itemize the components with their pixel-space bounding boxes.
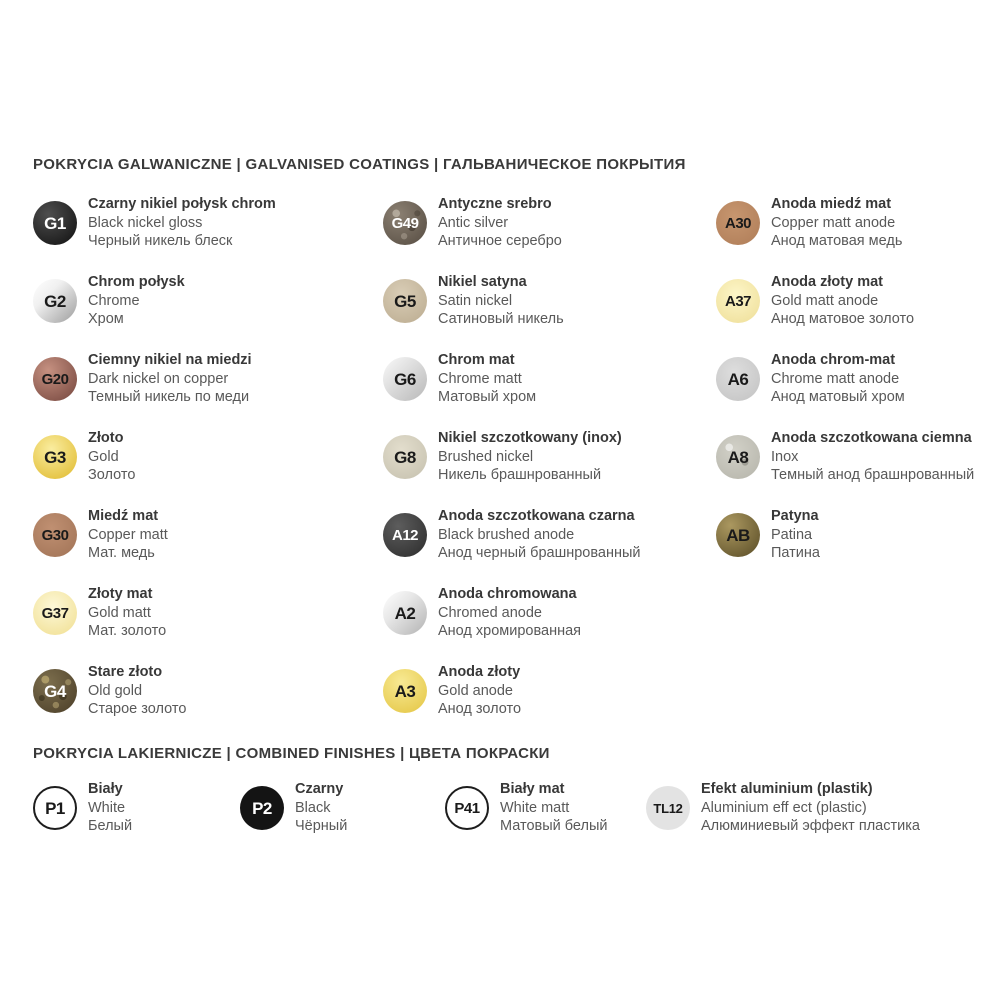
swatch-circle-g8 bbox=[383, 435, 427, 479]
finish-name-ru: Анод матовый хром bbox=[771, 389, 905, 406]
swatch-a3 bbox=[383, 652, 718, 730]
finish-name-ru: Старое золото bbox=[88, 701, 187, 718]
finish-name-en: Old gold bbox=[88, 682, 143, 699]
swatch-circle-ab bbox=[716, 513, 760, 557]
finish-name-en: Gold matt anode bbox=[771, 292, 879, 309]
finish-name-ru: Матовый хром bbox=[438, 389, 537, 406]
swatch-labels bbox=[771, 351, 905, 407]
finish-name-pl: Anoda złoty mat bbox=[771, 274, 883, 291]
finish-name-en: White bbox=[88, 799, 126, 816]
finish-code: G6 bbox=[394, 369, 416, 389]
finish-name-pl: Antyczne srebro bbox=[438, 196, 552, 213]
finish-name-en: White matt bbox=[500, 799, 570, 816]
swatch-labels bbox=[701, 780, 920, 836]
swatch-circle-a3 bbox=[383, 669, 427, 713]
finish-name-en: Chrome matt bbox=[438, 370, 522, 387]
swatch-labels bbox=[88, 780, 132, 836]
finish-name-en: Black bbox=[295, 799, 331, 816]
finish-name-ru: Анод матовое золото bbox=[771, 311, 915, 328]
finish-name-ru: Белый bbox=[88, 818, 133, 835]
swatch-p1 bbox=[33, 768, 132, 848]
swatch-g2 bbox=[33, 262, 383, 340]
finish-name-en: Copper matt bbox=[88, 526, 168, 543]
swatch-labels bbox=[771, 273, 914, 329]
finish-name-pl: Chrom mat bbox=[438, 352, 515, 369]
swatch-labels bbox=[88, 273, 185, 329]
finish-code: A8 bbox=[727, 447, 749, 467]
finish-code: G4 bbox=[44, 681, 66, 701]
swatch-circle-g30 bbox=[33, 513, 77, 557]
swatch-labels bbox=[438, 663, 521, 719]
swatch-circle-g20 bbox=[33, 357, 77, 401]
finish-name-pl: Nikiel szczotkowany (inox) bbox=[438, 430, 622, 447]
swatch-circle-g37 bbox=[33, 591, 77, 635]
finish-code: A6 bbox=[727, 369, 749, 389]
finish-code: G2 bbox=[44, 291, 66, 311]
finish-name-ru: Алюминиевый эффект пластика bbox=[701, 818, 920, 835]
finish-name-en: Black nickel gloss bbox=[88, 214, 203, 231]
swatch-circle-g2 bbox=[33, 279, 77, 323]
finish-code: G37 bbox=[41, 604, 69, 622]
finish-name-en: Gold anode bbox=[438, 682, 513, 699]
finish-name-pl: Złoty mat bbox=[88, 586, 153, 603]
swatch-circle-a2 bbox=[383, 591, 427, 635]
swatch-g8 bbox=[383, 418, 718, 496]
swatch-a8 bbox=[716, 418, 1000, 496]
swatch-labels bbox=[88, 429, 135, 485]
finish-name-pl: Biały bbox=[88, 781, 123, 798]
finish-name-ru: Чёрный bbox=[295, 818, 348, 835]
swatch-labels bbox=[295, 780, 347, 836]
finish-name-en: Satin nickel bbox=[438, 292, 513, 309]
finish-code: G49 bbox=[391, 214, 419, 232]
finish-code: AB bbox=[726, 525, 750, 545]
swatch-labels bbox=[771, 195, 902, 251]
finish-code: G30 bbox=[41, 526, 69, 544]
swatch-a30 bbox=[716, 184, 1000, 262]
finish-code: A30 bbox=[724, 214, 752, 232]
finish-name-en: Chromed anode bbox=[438, 604, 542, 621]
finish-code: G1 bbox=[44, 213, 66, 233]
swatch-g4 bbox=[33, 652, 383, 730]
finish-code: P41 bbox=[454, 799, 480, 817]
swatch-circle-g3 bbox=[33, 435, 77, 479]
swatch-a2 bbox=[383, 574, 718, 652]
finish-name-ru: Черный никель блеск bbox=[88, 233, 233, 250]
swatch-labels bbox=[88, 663, 186, 719]
swatch-labels bbox=[88, 195, 276, 251]
galvanic-column-1 bbox=[33, 184, 383, 730]
finish-code: A2 bbox=[394, 603, 416, 623]
swatch-ab bbox=[716, 496, 1000, 574]
finish-name-ru: Мат. золото bbox=[88, 623, 167, 640]
swatch-circle-g4 bbox=[33, 669, 77, 713]
finish-name-pl: Patyna bbox=[771, 508, 819, 525]
finish-name-ru: Никель брашнрованный bbox=[438, 467, 602, 484]
swatch-g5 bbox=[383, 262, 718, 340]
finish-name-ru: Анод черный брашнрованный bbox=[438, 545, 641, 562]
finish-name-pl: Nikiel satyna bbox=[438, 274, 527, 291]
finish-name-pl: Stare złoto bbox=[88, 664, 163, 681]
finish-name-pl: Miedź mat bbox=[88, 508, 159, 525]
swatch-labels bbox=[438, 507, 641, 563]
finish-name-ru: Сатиновый никель bbox=[438, 311, 564, 328]
swatch-tl12 bbox=[646, 768, 920, 848]
finish-name-pl: Anoda miedź mat bbox=[771, 196, 892, 213]
swatch-g6 bbox=[383, 340, 718, 418]
swatch-labels bbox=[88, 585, 166, 641]
finish-name-ru: Мат. медь bbox=[88, 545, 155, 562]
swatch-circle-p1 bbox=[33, 786, 77, 830]
finish-name-pl: Anoda chromowana bbox=[438, 586, 577, 603]
galvanic-column-3 bbox=[716, 184, 1000, 574]
swatch-labels bbox=[438, 585, 581, 641]
swatch-labels bbox=[88, 507, 168, 563]
finish-name-ru: Темный анод брашнрованный bbox=[771, 467, 975, 484]
finish-code: TL12 bbox=[653, 800, 683, 816]
finish-name-en: Inox bbox=[771, 448, 799, 465]
swatch-circle-g1 bbox=[33, 201, 77, 245]
swatch-p2 bbox=[240, 768, 347, 848]
finish-code: P1 bbox=[45, 798, 65, 818]
finish-name-pl: Biały mat bbox=[500, 781, 565, 798]
swatch-circle-g49 bbox=[383, 201, 427, 245]
swatch-g20 bbox=[33, 340, 383, 418]
finish-name-ru: Анод хромированная bbox=[438, 623, 582, 640]
finish-name-en: Copper matt anode bbox=[771, 214, 896, 231]
finish-name-ru: Патина bbox=[771, 545, 820, 562]
finish-name-en: Chrome bbox=[88, 292, 140, 309]
finish-code: G8 bbox=[394, 447, 416, 467]
swatch-circle-a37 bbox=[716, 279, 760, 323]
swatch-p41 bbox=[445, 768, 608, 848]
swatch-g30 bbox=[33, 496, 383, 574]
finish-name-en: Gold matt bbox=[88, 604, 151, 621]
paint-section-title: POKRYCIA LAKIERNICZE | COMBINED FINISHES | ЦВЕТА ПОКРАСКИ bbox=[33, 745, 550, 762]
finish-name-en: Patina bbox=[771, 526, 813, 543]
finish-code: G20 bbox=[41, 370, 69, 388]
swatch-labels bbox=[438, 273, 564, 329]
finish-name-ru: Хром bbox=[88, 311, 124, 328]
swatch-a6 bbox=[716, 340, 1000, 418]
swatch-labels bbox=[88, 351, 252, 407]
finish-name-ru: Античное серебро bbox=[438, 233, 562, 250]
swatch-labels bbox=[438, 195, 562, 251]
finish-name-en: Aluminium eff ect (plastic) bbox=[701, 799, 867, 816]
swatch-a12 bbox=[383, 496, 718, 574]
finish-code: A37 bbox=[724, 292, 752, 310]
finish-name-ru: Анод матовая медь bbox=[771, 233, 903, 250]
finish-name-pl: Chrom połysk bbox=[88, 274, 185, 291]
finish-name-pl: Anoda szczotkowana czarna bbox=[438, 508, 635, 525]
swatch-circle-p41 bbox=[445, 786, 489, 830]
finish-name-ru: Темный никель по меди bbox=[88, 389, 250, 406]
swatch-g1 bbox=[33, 184, 383, 262]
finish-name-pl: Ciemny nikiel na miedzi bbox=[88, 352, 252, 369]
swatch-labels bbox=[438, 351, 536, 407]
finish-name-pl: Czarny nikiel połysk chrom bbox=[88, 196, 276, 213]
swatch-circle-a12 bbox=[383, 513, 427, 557]
finish-name-en: Brushed nickel bbox=[438, 448, 534, 465]
finish-name-pl: Złoto bbox=[88, 430, 124, 447]
galvanic-section-title: POKRYCIA GALWANICZNE | GALVANISED COATINGS | ГАЛЬВАНИЧЕСКОЕ ПОКРЫТИЯ bbox=[33, 156, 686, 173]
finish-name-en: Dark nickel on copper bbox=[88, 370, 229, 387]
finish-name-pl: Anoda szczotkowana ciemna bbox=[771, 430, 972, 447]
swatch-circle-p2 bbox=[240, 786, 284, 830]
finish-code: G5 bbox=[394, 291, 416, 311]
swatch-g3 bbox=[33, 418, 383, 496]
finish-code: A12 bbox=[391, 526, 419, 544]
finish-name-ru: Золото bbox=[88, 467, 136, 484]
swatch-labels bbox=[438, 429, 622, 485]
swatch-g49 bbox=[383, 184, 718, 262]
finish-name-ru: Анод золото bbox=[438, 701, 522, 718]
finish-code: A3 bbox=[394, 681, 416, 701]
finish-name-pl: Czarny bbox=[295, 781, 344, 798]
swatch-labels bbox=[500, 780, 608, 836]
swatch-labels bbox=[771, 429, 974, 485]
swatch-circle-g6 bbox=[383, 357, 427, 401]
finish-code: P2 bbox=[252, 798, 272, 818]
galvanic-column-2 bbox=[383, 184, 718, 730]
finish-name-en: Gold bbox=[88, 448, 119, 465]
swatch-circle-tl12 bbox=[646, 786, 690, 830]
swatch-circle-a30 bbox=[716, 201, 760, 245]
swatch-circle-a8 bbox=[716, 435, 760, 479]
finish-name-pl: Anoda złoty bbox=[438, 664, 521, 681]
swatch-a37 bbox=[716, 262, 1000, 340]
finish-code: G3 bbox=[44, 447, 66, 467]
finish-name-en: Black brushed anode bbox=[438, 526, 575, 543]
finish-name-en: Chrome matt anode bbox=[771, 370, 900, 387]
finish-name-en: Antic silver bbox=[438, 214, 509, 231]
finish-name-pl: Anoda chrom-mat bbox=[771, 352, 896, 369]
finish-name-pl: Efekt aluminium (plastik) bbox=[701, 781, 873, 798]
swatch-labels bbox=[771, 507, 820, 563]
finish-name-ru: Матовый белый bbox=[500, 818, 608, 835]
swatch-circle-g5 bbox=[383, 279, 427, 323]
swatch-circle-a6 bbox=[716, 357, 760, 401]
swatch-g37 bbox=[33, 574, 383, 652]
